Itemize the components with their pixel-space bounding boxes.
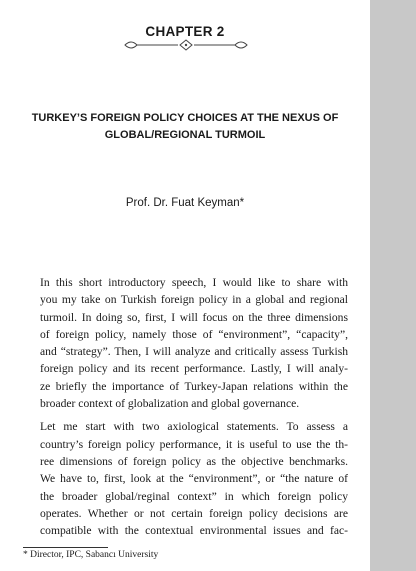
text-line: operates. Whether or not certain foreign policy decisions are: [40, 506, 348, 520]
paragraph: [23, 274, 348, 412]
text-line: and “strategy”. Then, I will analyze and critically assess Turkish: [40, 345, 348, 359]
ornament-divider: [121, 38, 251, 52]
footnote-marker: *: [23, 550, 28, 560]
text-line: ree dimensions of foreign policy as the objective benchmarks.: [40, 454, 348, 468]
paragraph: [23, 418, 348, 539]
text-line: the broader global/reginal context” in which foreign policy: [40, 489, 348, 503]
text-line: In this short introductory speech, I would like to share with: [40, 276, 348, 289]
text-line: ze briefly the importance of Turkey-Japan relations within the: [40, 379, 348, 393]
text-line: broader context of globalization and global governance.: [40, 397, 300, 411]
footnote-rule: [23, 547, 108, 548]
title-line: GLOBAL/REGIONAL TURMOIL: [104, 129, 266, 141]
text-line: country’s foreign policy performance, it is useful to use the th-: [40, 437, 348, 451]
footnote-text: Director, IPC, Sabancı University: [30, 550, 159, 560]
text-line: compatible with the contextual environmental issues and fac-: [40, 524, 348, 538]
body-text: [23, 274, 348, 545]
title-line: TURKEY’S FOREIGN POLICY CHOICES AT THE NEXUS OF: [31, 112, 339, 124]
footnote: [23, 550, 158, 560]
text-line: foreign policy and its recent performance. Lastly, I will analy-: [40, 362, 348, 376]
page-edge-band: [370, 0, 416, 571]
text-line: We have to, first, look at the “environment”, or “the nature of: [40, 472, 348, 486]
chapter-title: [0, 110, 370, 144]
text-line: turmoil. In doing so, first, I will focus on the three dimensions: [40, 310, 348, 324]
text-line: you my take on Turkish foreign policy in a global and regional: [40, 293, 348, 307]
chapter-heading: CHAPTER 2: [145, 24, 225, 39]
author-name: Prof. Dr. Fuat Keyman*: [125, 197, 245, 209]
text-line: of foreign policy, namely those of “environment”, “capacity”,: [40, 327, 348, 341]
text-line: Let me start with two axiological statements. To assess a: [40, 420, 348, 434]
